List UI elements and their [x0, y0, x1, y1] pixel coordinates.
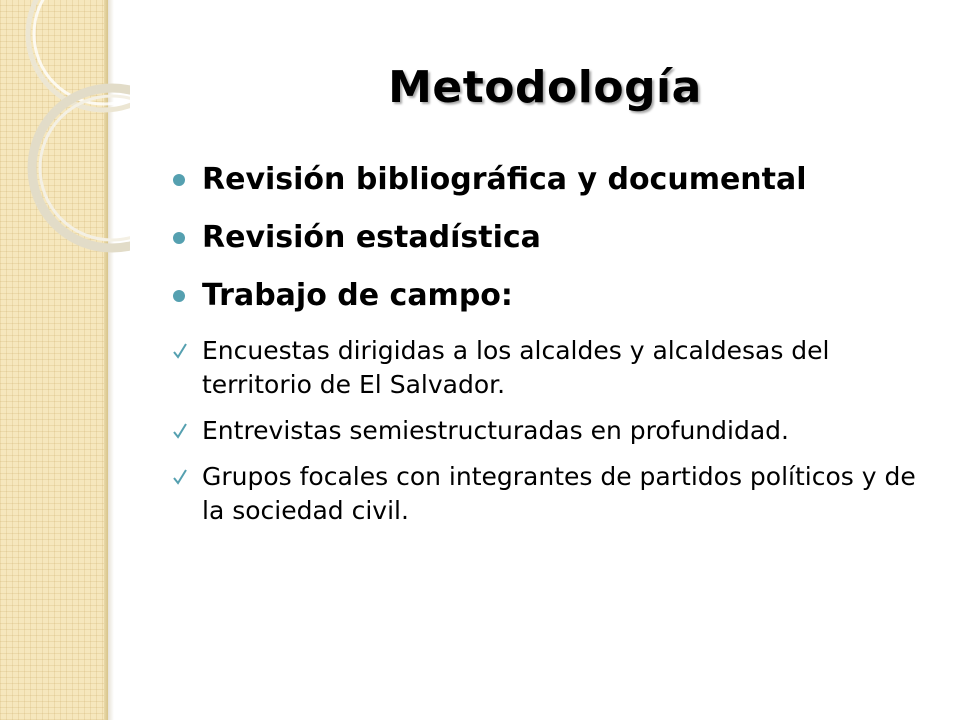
checkmark-icon: [172, 468, 188, 486]
bullet-text: Revisión bibliográfica y documental: [202, 162, 807, 197]
bullet-text: Trabajo de campo:: [202, 278, 513, 313]
bullet-list: [172, 160, 942, 540]
decorative-circles-icon: [0, 0, 130, 260]
bullet-dot-icon: [173, 290, 185, 302]
bullet-item: [172, 218, 942, 258]
bullet-dot-icon: [173, 174, 185, 186]
bullet-item: [172, 276, 942, 316]
bullet-text: Revisión estadística: [202, 220, 541, 255]
bullet-dot-icon: [173, 232, 185, 244]
slide-title: Metodología: [388, 62, 702, 113]
sub-bullet-item: [172, 460, 942, 528]
sub-bullet-text: Entrevistas semiestructuradas en profundidad.: [202, 416, 789, 445]
checkmark-icon: [172, 342, 188, 360]
sub-bullet-item: [172, 334, 942, 402]
sub-bullet-text: Encuestas dirigidas a los alcaldes y alcaldesas del territorio de El Salvador.: [202, 336, 830, 399]
bullet-item: [172, 160, 942, 200]
sub-bullet-text: Grupos focales con integrantes de partidos políticos y de la sociedad civil.: [202, 462, 916, 525]
sub-bullet-item: [172, 414, 942, 448]
checkmark-icon: [172, 422, 188, 440]
